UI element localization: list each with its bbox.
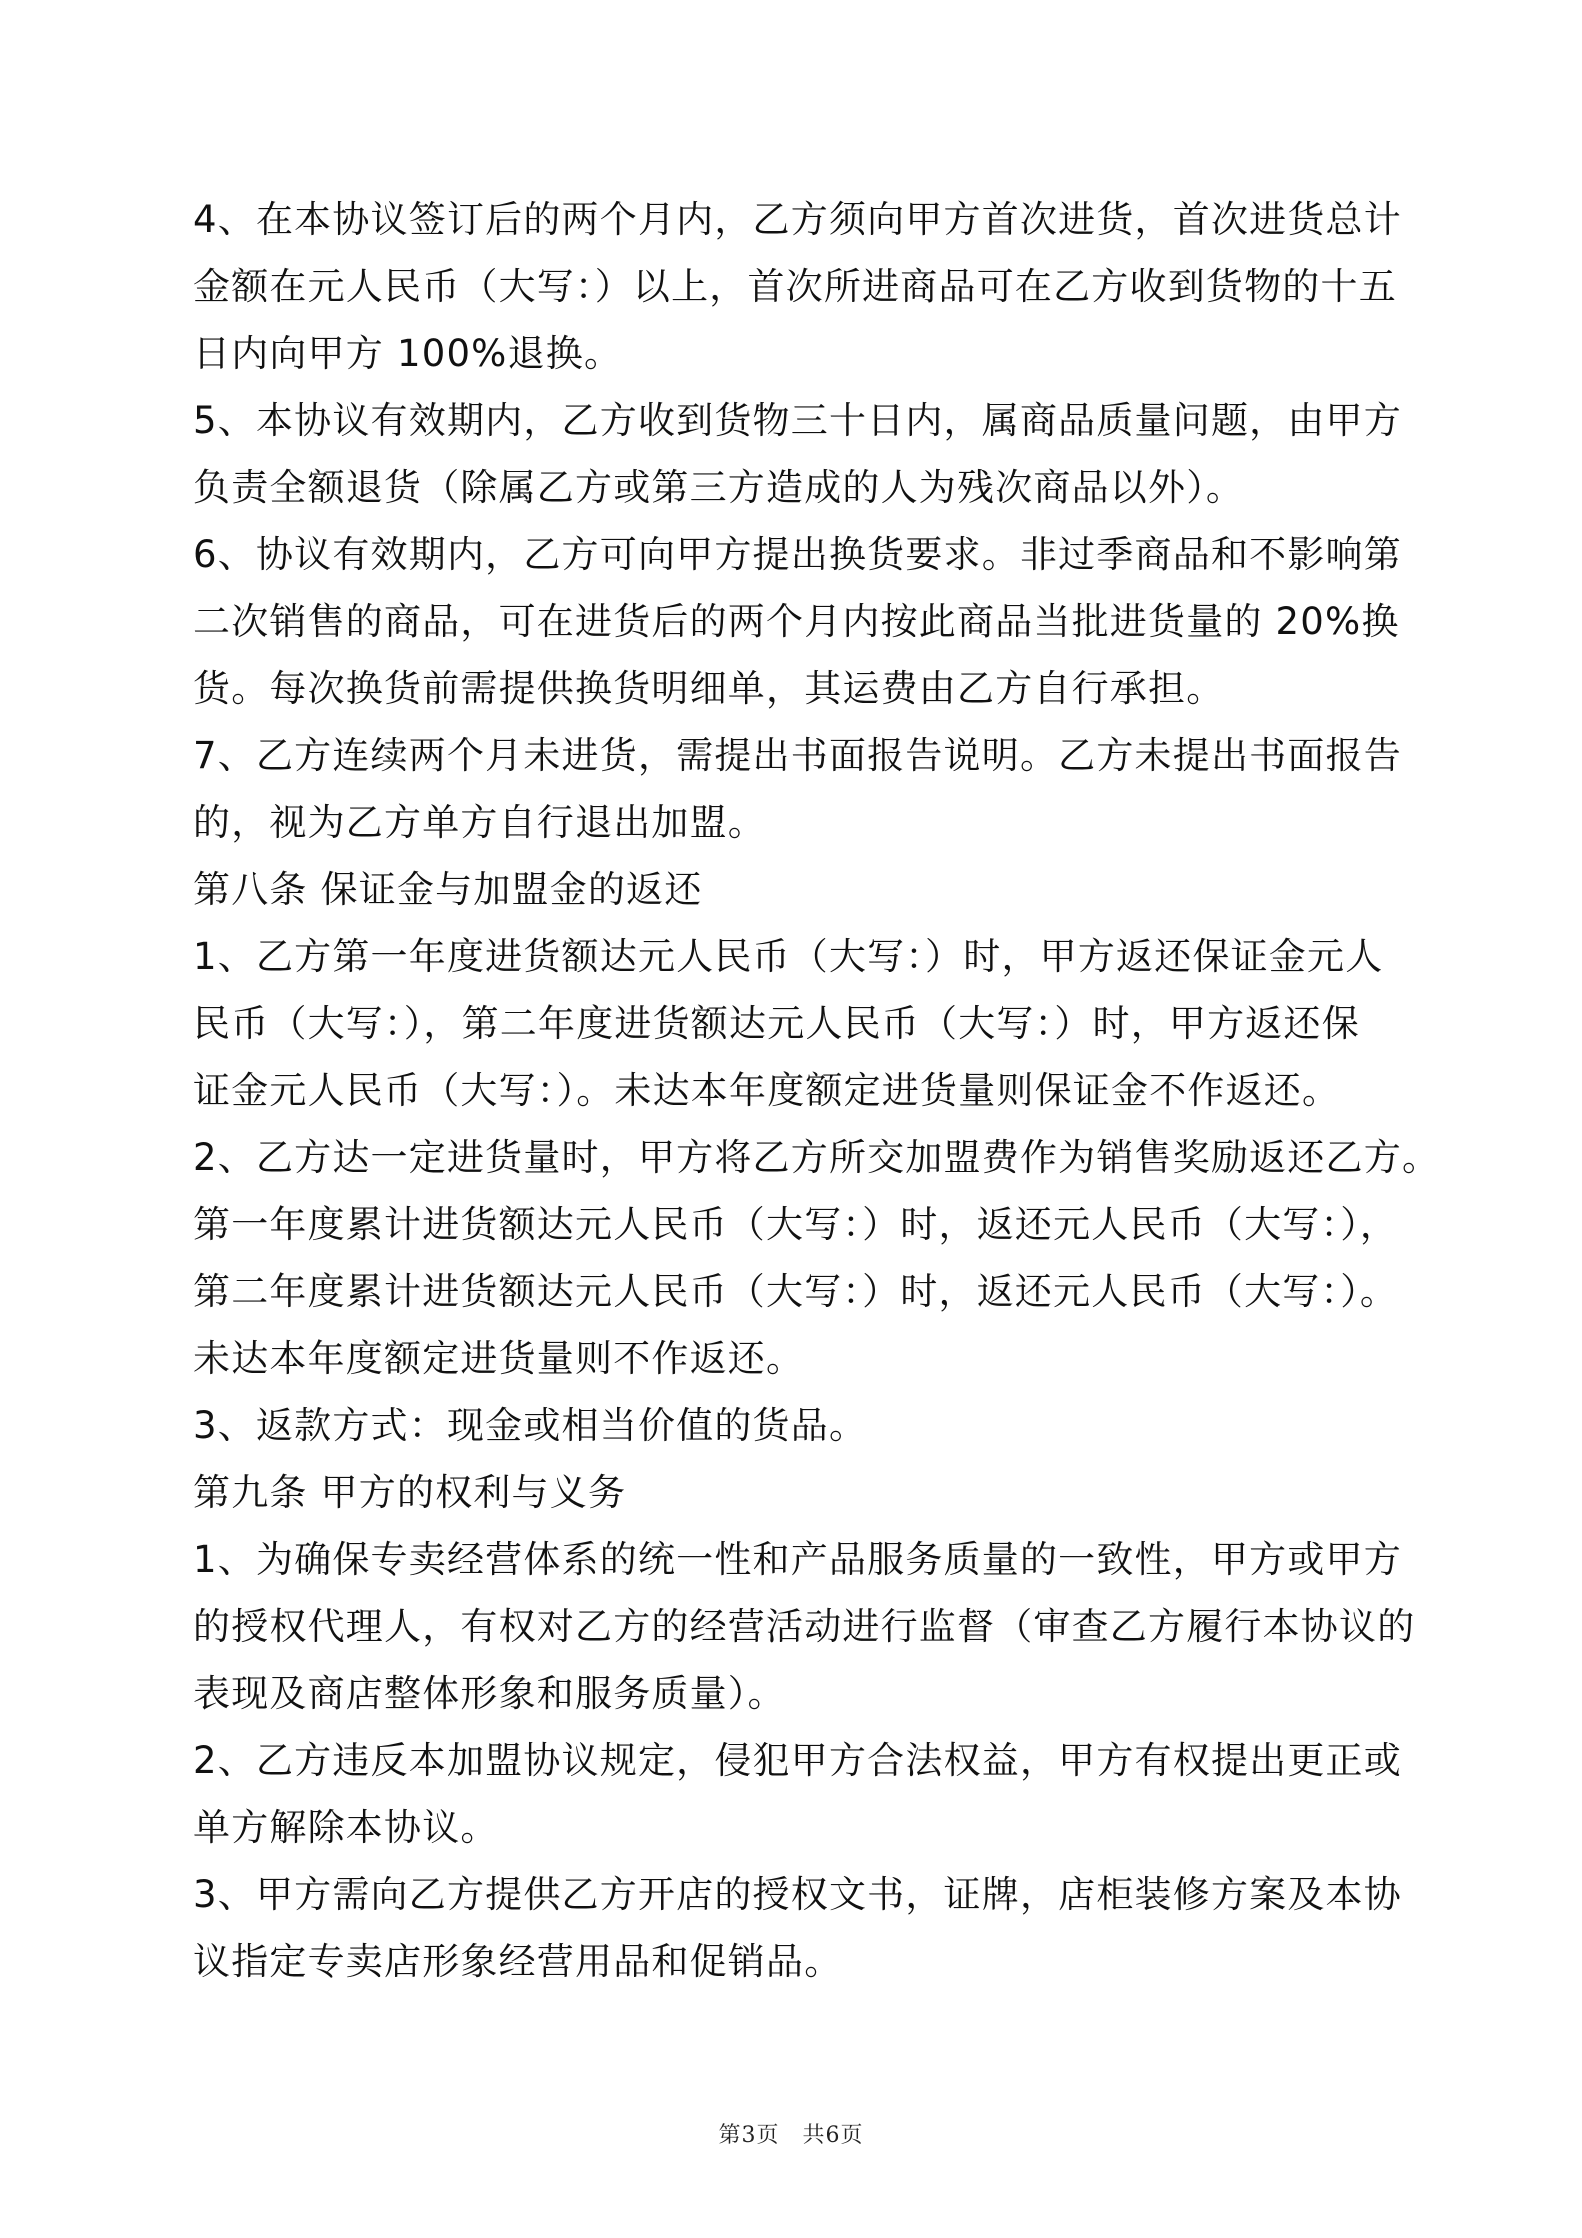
text-line: 金额在元人民币（大写：）以上，首次所进商品可在乙方收到货物的十五: [193, 265, 1397, 308]
text-line: 二次销售的商品，可在进货后的两个月内按此商品当批进货量的 20%换: [193, 600, 1400, 643]
text-line: 货。每次换货前需提供换货明细单，其运费由乙方自行承担。: [193, 667, 1225, 710]
text-line: 第一年度累计进货额达元人民币（大写：）时，返还元人民币（大写：），: [193, 1203, 1399, 1246]
text-line: 2、乙方违反本加盟协议规定，侵犯甲方合法权益，甲方有权提出更正或: [193, 1739, 1402, 1782]
text-line: 未达本年度额定进货量则不作返还。: [193, 1337, 805, 1380]
text-line: 的，视为乙方单方自行退出加盟。: [193, 801, 766, 844]
text-line: 5、本协议有效期内，乙方收到货物三十日内，属商品质量问题，由甲方: [193, 399, 1402, 442]
text-line: 第二年度累计进货额达元人民币（大写：）时，返还元人民币（大写：）。: [193, 1270, 1399, 1313]
text-line: 3、甲方需向乙方提供乙方开店的授权文书，证牌，店柜装修方案及本协: [193, 1873, 1402, 1916]
text-line: 议指定专卖店形象经营用品和促销品。: [193, 1940, 843, 1983]
text-line: 表现及商店整体形象和服务质量）。: [193, 1672, 786, 1715]
text-line: 6、协议有效期内，乙方可向甲方提出换货要求。非过季商品和不影响第: [193, 533, 1402, 576]
text-line: 1、乙方第一年度进货额达元人民币（大写：）时，甲方返还保证金元人: [193, 935, 1384, 978]
text-line: 的授权代理人，有权对乙方的经营活动进行监督（审查乙方履行本协议的: [193, 1605, 1416, 1648]
text-line: 3、返款方式：现金或相当价值的货品。: [193, 1404, 868, 1447]
section-heading: 第九条 甲方的权利与义务: [193, 1471, 627, 1514]
text-line: 民币（大写：），第二年度进货额达元人民币（大写：）时，甲方返还保: [193, 1002, 1360, 1045]
text-line: 日内向甲方 100%退换。: [193, 332, 623, 375]
text-line: 单方解除本协议。: [193, 1806, 499, 1849]
text-line: 负责全额退货（除属乙方或第三方造成的人为残次商品以外）。: [193, 466, 1245, 509]
text-line: 1、为确保专卖经营体系的统一性和产品服务质量的一致性，甲方或甲方: [193, 1538, 1402, 1581]
text-line: 7、乙方连续两个月未进货，需提出书面报告说明。乙方未提出书面报告: [193, 734, 1402, 777]
text-line: 4、在本协议签订后的两个月内，乙方须向甲方首次进货，首次进货总计: [193, 198, 1402, 241]
page-number-footer: 第3页 共6页: [718, 2123, 864, 2148]
text-line: 证金元人民币（大写：）。未达本年度额定进货量则保证金不作返还。: [193, 1069, 1341, 1112]
text-line: 2、乙方达一定进货量时，甲方将乙方所交加盟费作为销售奖励返还乙方。: [193, 1136, 1441, 1179]
section-heading: 第八条 保证金与加盟金的返还: [193, 868, 703, 911]
document-body: [193, 186, 1441, 1995]
